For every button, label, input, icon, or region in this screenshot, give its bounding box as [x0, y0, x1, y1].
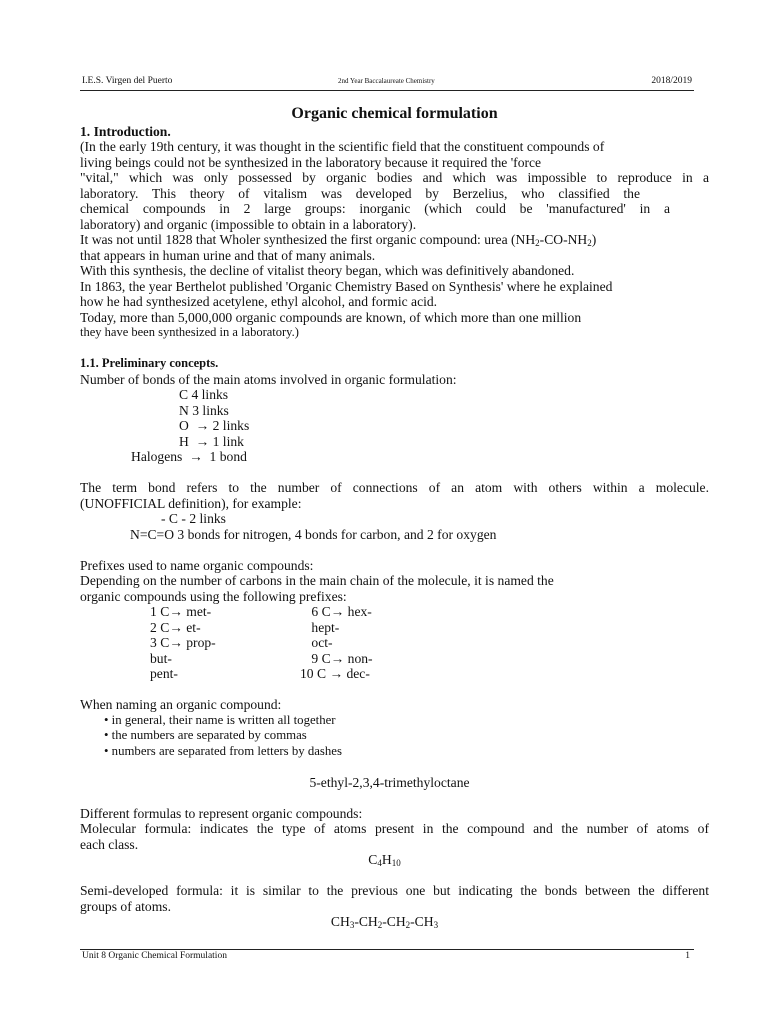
prefix-row: 2 C→ et- hept-: [150, 619, 340, 635]
bond-item: H → 1 link: [179, 433, 244, 449]
header-year: 2018/2019: [651, 76, 692, 86]
intro-heading: 1. Introduction.: [80, 123, 171, 139]
page-header: [80, 76, 694, 91]
header-course: 2nd Year Baccalaureate Chemistry: [338, 77, 435, 85]
urea-line: It was not until 1828 that Wholer synthesized the first organic compound: urea $(NH_2-CO-NH_2)$: [80, 232, 597, 248]
intro-line: laboratory) and organic (impossible to obtain in a laboratory).: [80, 216, 417, 232]
bond-example: - C - 2 links: [161, 511, 226, 526]
semi-line: Semi-developed formula: it is similar to the previous one but indicating the bonds between the different: [80, 883, 709, 898]
prefixes-line: Depending on the number of carbons in the main chain of the molecule, it is named the: [80, 573, 554, 588]
header-school: I.E.S. Virgen del Puerto: [82, 76, 173, 86]
term-bond-line: (UNOFFICIAL definition), for example:: [80, 495, 302, 511]
molecular-line: each class.: [80, 836, 139, 852]
intro-line: living beings could not be synthesized in the laboratory because it required the 'force: [80, 154, 542, 170]
molecular-line: Molecular formula: indicates the type of atoms present in the compound and the number of atoms of: [80, 821, 709, 836]
intro-line: "vital," which was only possessed by organic bodies and which was impossible to reproduce in a: [80, 170, 709, 185]
intro-line: In 1863, the year Berthelot published 'Organic Chemistry Based on Synthesis' where he explained: [80, 278, 613, 294]
bond-item: N 3 links: [179, 402, 229, 418]
footer-unit: Unit 8 Organic Chemical Formulation: [82, 951, 227, 961]
intro-line: Today, more than 5,000,000 organic compounds are known, of which more than one million: [80, 309, 582, 325]
intro-line: that appears in human urine and that of many animals.: [80, 247, 376, 263]
document-title: Organic chemical formulation: [291, 105, 498, 122]
prefix-row: 3 C→ prop- oct-: [150, 635, 333, 650]
naming-heading: When naming an organic compound:: [80, 697, 282, 712]
semi-line: groups of atoms.: [80, 898, 171, 914]
bond-item: O → 2 links: [179, 418, 250, 433]
intro-line: chemical compounds in 2 large groups: inorganic (which could be 'manufactured' in a: [80, 201, 670, 216]
bond-item: C 4 links: [179, 387, 229, 402]
prefix-row: pent- 10 C → dec-: [150, 666, 370, 681]
document-body: [80, 106, 709, 930]
naming-example: 5-ethyl-2,3,4-trimethyloctane: [309, 774, 470, 790]
term-bond-line: The term bond refers to the number of connections of an atom with others within a molecule.: [80, 480, 709, 495]
intro-line: laboratory. This theory of vitalism was developed by Berzelius, who classified the: [80, 185, 640, 201]
intro-line: how he had synthesized acetylene, ethyl alcohol, and formic acid.: [80, 294, 438, 309]
naming-bullet: • in general, their name is written all together: [104, 712, 336, 727]
naming-bullet: • numbers are separated from letters by dashes: [104, 743, 342, 758]
intro-line: With this synthesis, the decline of vitalist theory began, which was definitively abandoned.: [80, 263, 575, 278]
naming-bullet: • the numbers are separated by commas: [104, 728, 307, 742]
prefixes-heading: Prefixes used to name organic compounds:: [80, 557, 314, 573]
footer-page-number: 1: [685, 951, 690, 961]
intro-line: (In the early 19th century, it was thought in the scientific field that the constituent compounds of: [80, 139, 605, 154]
intro-line: they have been synthesized in a laboratory.): [80, 325, 299, 339]
molecular-example: $C_4H_{10}$: [368, 852, 401, 868]
semi-example: $CH_3-CH_2-CH_2-CH_3$: [330, 914, 439, 930]
preliminary-heading: 1.1. Preliminary concepts.: [80, 356, 219, 370]
page-footer: [80, 949, 694, 962]
formulas-heading: Different formulas to represent organic compounds:: [80, 805, 363, 821]
prefix-row: but- 9 C→ non-: [150, 650, 373, 666]
bonds-intro: Number of bonds of the main atoms involved in organic formulation:: [80, 371, 457, 387]
bond-item-halogens: Halogens → 1 bond: [131, 449, 247, 464]
prefixes-line: organic compounds using the following prefixes:: [80, 588, 347, 604]
bond-example: N=C=O 3 bonds for nitrogen, 4 bonds for carbon, and 2 for oxygen: [130, 526, 497, 542]
prefix-row: 1 C→ met- 6 C→ hex-: [150, 604, 372, 619]
